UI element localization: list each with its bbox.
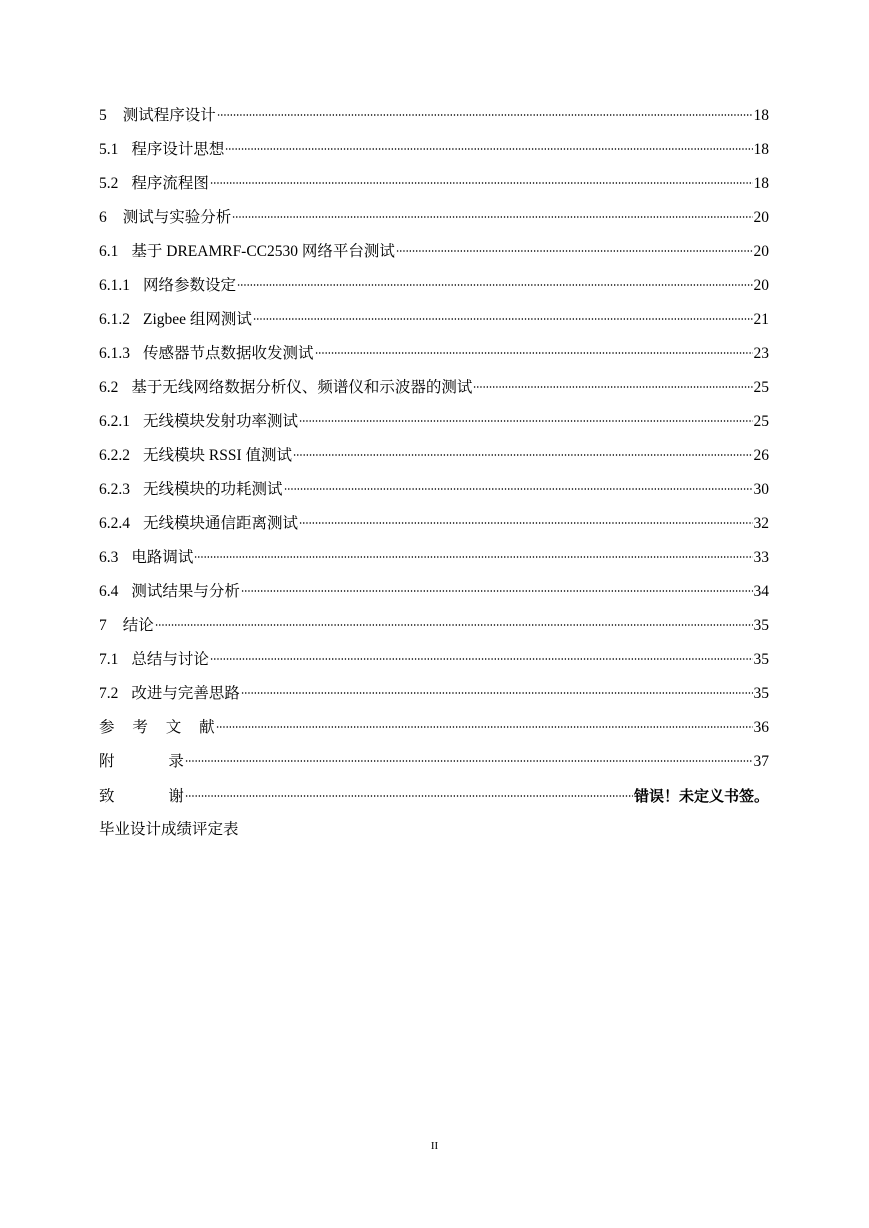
toc-entry-grade-table[interactable] bbox=[99, 818, 769, 852]
dot-leader bbox=[299, 420, 752, 422]
toc-entry-title: 基于无线网络数据分析仪、频谱仪和示波器的测试 bbox=[131, 379, 473, 396]
toc-entry-page: 25 bbox=[753, 413, 769, 430]
toc-entry-number: 6.1 bbox=[99, 243, 119, 260]
toc-entry[interactable] bbox=[99, 376, 769, 410]
toc-entry-page: 34 bbox=[753, 583, 769, 600]
dot-leader bbox=[232, 216, 752, 218]
toc-entry-page: 25 bbox=[753, 379, 769, 396]
toc-entry-page: 36 bbox=[753, 719, 769, 736]
toc-entry-title: 网络参数设定 bbox=[143, 277, 237, 294]
dot-leader bbox=[284, 488, 753, 490]
toc-entry-number: 5 bbox=[99, 107, 107, 124]
toc-entry[interactable] bbox=[99, 308, 769, 342]
toc-entry-thanks[interactable] bbox=[99, 784, 769, 818]
toc-entry-title: 测试结果与分析 bbox=[131, 583, 240, 600]
dot-leader bbox=[473, 386, 752, 388]
toc-entry-title: 结论 bbox=[122, 617, 154, 634]
toc-entry-title: 基于 DREAMRF-CC2530 网络平台测试 bbox=[131, 243, 395, 260]
toc-entry-appendix[interactable] bbox=[99, 750, 769, 784]
toc-entry-page: 35 bbox=[753, 651, 769, 668]
toc-entry-page: 18 bbox=[753, 141, 769, 158]
dot-leader bbox=[194, 556, 752, 558]
toc-entry-title: 程序流程图 bbox=[131, 175, 209, 192]
toc-entry[interactable] bbox=[99, 682, 769, 716]
toc-entry-page: 21 bbox=[753, 311, 769, 328]
toc-entry-title: 毕业设计成绩评定表 bbox=[99, 821, 239, 838]
dot-leader bbox=[216, 726, 753, 728]
toc-entry[interactable] bbox=[99, 410, 769, 444]
toc-entry-number: 6.3 bbox=[99, 549, 119, 566]
toc-entry-number: 7 bbox=[99, 617, 107, 634]
toc-entry-number: 6.2.1 bbox=[99, 413, 130, 430]
dot-leader bbox=[299, 522, 752, 524]
toc-entry-number: 5.2 bbox=[99, 175, 119, 192]
toc-entry[interactable] bbox=[99, 614, 769, 648]
dot-leader bbox=[315, 352, 753, 354]
toc-entry[interactable] bbox=[99, 478, 769, 512]
toc-entry-title: 测试程序设计 bbox=[122, 107, 216, 124]
toc-entry-title: 参 考 文 献 bbox=[99, 719, 215, 736]
toc-entry-title: 程序设计思想 bbox=[131, 141, 225, 158]
dot-leader bbox=[396, 250, 753, 252]
toc-entry[interactable] bbox=[99, 274, 769, 308]
toc-entry-page: 26 bbox=[753, 447, 769, 464]
toc-entry-number: 6.2 bbox=[99, 379, 119, 396]
toc-entry-number: 5.1 bbox=[99, 141, 119, 158]
toc-entry-page: 30 bbox=[753, 481, 769, 498]
toc-entry[interactable] bbox=[99, 206, 769, 240]
table-of-contents bbox=[99, 104, 769, 852]
toc-entry-title: 电路调试 bbox=[131, 549, 194, 566]
toc-entry[interactable] bbox=[99, 580, 769, 614]
toc-entry[interactable] bbox=[99, 546, 769, 580]
toc-entry-page: 37 bbox=[753, 753, 769, 770]
toc-entry-page: 20 bbox=[753, 243, 769, 260]
toc-entry-page: 18 bbox=[753, 107, 769, 124]
toc-entry[interactable] bbox=[99, 512, 769, 546]
toc-entry-number: 7.1 bbox=[99, 651, 119, 668]
toc-entry-number: 6.2.3 bbox=[99, 481, 130, 498]
toc-entry-page: 32 bbox=[753, 515, 769, 532]
toc-entry-references[interactable] bbox=[99, 716, 769, 750]
toc-entry-page: 20 bbox=[753, 277, 769, 294]
dot-leader bbox=[293, 454, 753, 456]
toc-entry-title: Zigbee 组网测试 bbox=[143, 311, 252, 328]
dot-leader bbox=[241, 692, 753, 694]
toc-entry-page: 35 bbox=[753, 617, 769, 634]
toc-entry[interactable] bbox=[99, 172, 769, 206]
toc-entry-title: 无线模块发射功率测试 bbox=[143, 413, 299, 430]
dot-leader bbox=[210, 182, 753, 184]
toc-entry-page: 33 bbox=[753, 549, 769, 566]
toc-entry-title: 总结与讨论 bbox=[131, 651, 209, 668]
toc-entry-title: 无线模块 RSSI 值测试 bbox=[143, 447, 292, 464]
toc-entry-number: 6.4 bbox=[99, 583, 119, 600]
toc-entry-number: 6.1.1 bbox=[99, 277, 130, 294]
page-number: II bbox=[430, 1140, 439, 1152]
toc-entry-title: 传感器节点数据收发测试 bbox=[143, 345, 314, 362]
dot-leader bbox=[241, 590, 753, 592]
toc-entry[interactable] bbox=[99, 138, 769, 172]
toc-entry-number: 7.2 bbox=[99, 685, 119, 702]
toc-entry-number: 6.2.4 bbox=[99, 515, 130, 532]
toc-entry-title: 无线模块的功耗测试 bbox=[143, 481, 283, 498]
toc-entry[interactable] bbox=[99, 444, 769, 478]
dot-leader bbox=[210, 658, 753, 660]
toc-entry-page: 35 bbox=[753, 685, 769, 702]
dot-leader bbox=[185, 760, 753, 762]
toc-entry-page: 23 bbox=[753, 345, 769, 362]
dot-leader bbox=[185, 795, 633, 797]
toc-bookmark-error: 错误！未定义书签。 bbox=[633, 787, 769, 805]
toc-entry-title: 附 录 bbox=[99, 753, 184, 770]
dot-leader bbox=[225, 148, 752, 150]
toc-entry-number: 6.2.2 bbox=[99, 447, 130, 464]
toc-entry-number: 6 bbox=[99, 209, 107, 226]
toc-entry[interactable] bbox=[99, 240, 769, 274]
dot-leader bbox=[253, 318, 753, 320]
toc-entry[interactable] bbox=[99, 342, 769, 376]
toc-entry-title: 测试与实验分析 bbox=[122, 209, 232, 226]
toc-entry-title: 无线模块通信距离测试 bbox=[143, 515, 299, 532]
toc-entry-title: 改进与完善思路 bbox=[131, 685, 240, 702]
toc-entry-page: 18 bbox=[753, 175, 769, 192]
toc-entry[interactable] bbox=[99, 104, 769, 138]
dot-leader bbox=[237, 284, 752, 286]
dot-leader bbox=[155, 624, 753, 626]
toc-entry-number: 6.1.3 bbox=[99, 345, 130, 362]
toc-entry[interactable] bbox=[99, 648, 769, 682]
toc-entry-number: 6.1.2 bbox=[99, 311, 130, 328]
dot-leader bbox=[217, 114, 753, 116]
toc-entry-page: 20 bbox=[753, 209, 769, 226]
toc-entry-title: 致 谢 bbox=[99, 788, 184, 805]
